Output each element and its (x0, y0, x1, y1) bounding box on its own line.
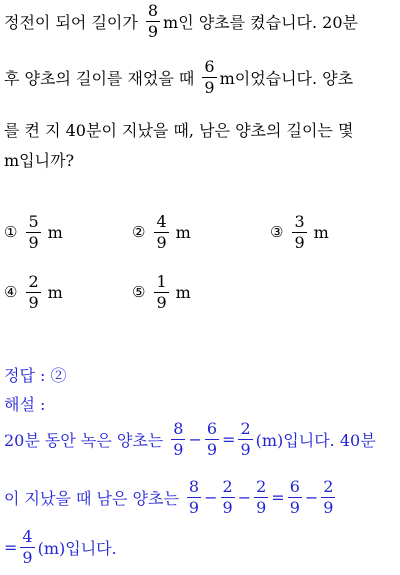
fraction: $\frac{2}{9}$ (323, 477, 334, 517)
option-5[interactable] (132, 273, 191, 311)
option-unit: m (313, 222, 329, 242)
explanation-label: 해설 : (4, 395, 46, 414)
answer-line (4, 363, 66, 386)
answer-label: 정답 : ② (4, 366, 67, 385)
question-line-2 (4, 58, 353, 96)
operator: − (237, 487, 252, 507)
solution-text: (m)입니다. 40분 (255, 430, 376, 450)
operator: − (188, 429, 202, 449)
option-1[interactable] (4, 213, 63, 251)
operator: = (4, 537, 18, 557)
option-marker: ③ (270, 223, 284, 242)
question-text: 후 양초의 길이를 재었을 때 (4, 68, 195, 88)
option-4[interactable] (4, 273, 63, 311)
option-marker: ① (4, 223, 18, 242)
explanation-label-line (4, 392, 45, 415)
option-marker: ⑤ (132, 283, 146, 302)
solution-line-2 (4, 478, 338, 516)
question-text: m입니까? (4, 151, 75, 170)
fraction: $\frac{4}{9}$ (156, 212, 167, 252)
question-text: 정전이 되어 길이가 (4, 12, 138, 32)
fraction: $\frac{5}{9}$ (28, 212, 39, 252)
solution-text: 이 지났을 때 남은 양초는 (4, 488, 179, 508)
fraction: $\frac{8}{9}$ (173, 419, 184, 459)
fraction: $\frac{3}{9}$ (294, 212, 305, 252)
operator: = (222, 429, 236, 449)
operator: = (271, 487, 285, 507)
option-3[interactable] (270, 213, 329, 251)
option-marker: ④ (4, 283, 18, 302)
fraction: $\frac{2}{9}$ (240, 419, 251, 459)
fraction: $\frac{6}{9}$ (289, 477, 300, 517)
question-line-1 (4, 2, 358, 40)
solution-text: (m)입니다. (37, 538, 117, 558)
fraction: $\frac{8}{9}$ (147, 1, 159, 41)
fraction: $\frac{2}{9}$ (28, 272, 39, 312)
fraction: $\frac{6}{9}$ (204, 57, 215, 97)
option-unit: m (175, 222, 191, 242)
question-text: m인 양초를 켰습니다. 20분 (163, 12, 358, 32)
fraction: $\frac{6}{9}$ (206, 419, 218, 459)
solution-text: 20분 동안 녹은 양초는 (4, 430, 164, 450)
fraction: $\frac{8}{9}$ (188, 477, 200, 517)
option-unit: m (47, 222, 63, 242)
operator: − (304, 487, 319, 507)
question-line-4 (4, 148, 74, 171)
fraction: $\frac{4}{9}$ (22, 527, 33, 567)
fraction: $\frac{2}{9}$ (256, 477, 267, 517)
question-text: m이었습니다. 양초 (219, 68, 354, 88)
question-text: 를 켠 지 40분이 지났을 때, 남은 양초의 길이는 몇 (4, 121, 354, 140)
option-unit: m (47, 282, 63, 302)
operator: − (204, 487, 218, 507)
question-line-3 (4, 118, 353, 141)
solution-line-1 (4, 420, 376, 458)
fraction: $\frac{1}{9}$ (156, 272, 167, 312)
fraction: $\frac{2}{9}$ (222, 477, 233, 517)
option-marker: ② (132, 223, 146, 242)
option-unit: m (175, 282, 191, 302)
option-2[interactable] (132, 213, 191, 251)
solution-line-3 (4, 528, 117, 566)
